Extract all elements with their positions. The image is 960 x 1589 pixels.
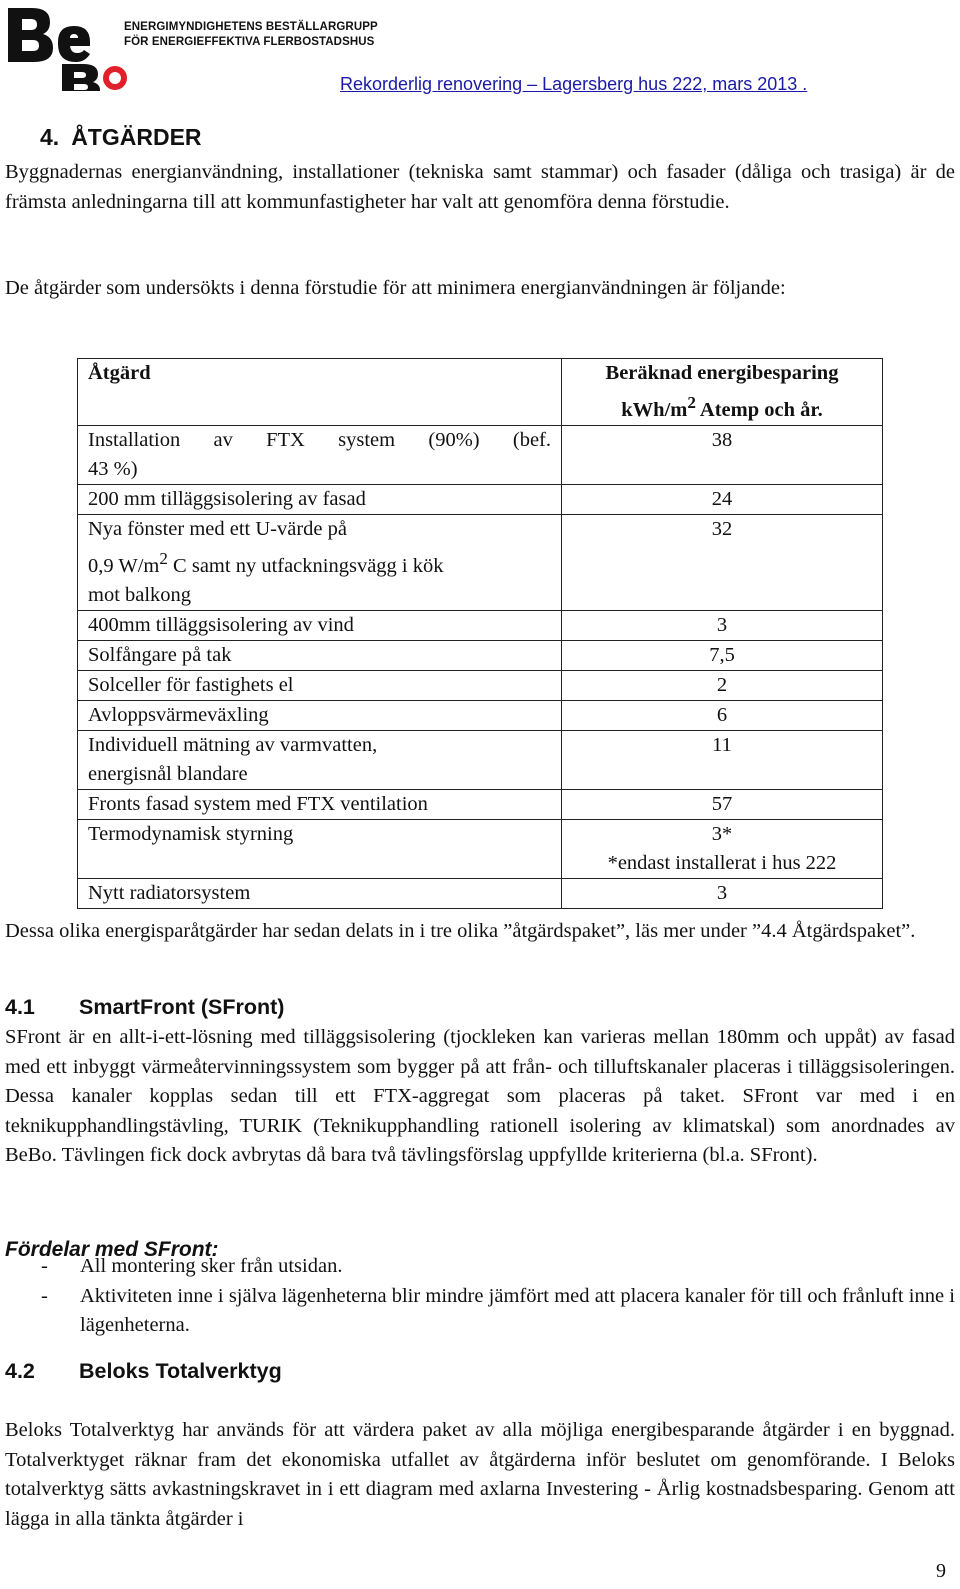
- value-cell: 3: [562, 878, 883, 908]
- table-row: [78, 514, 883, 610]
- header-savings: [562, 359, 883, 426]
- table-row: [78, 878, 883, 908]
- running-header-title: Rekorderlig renovering – Lagersberg hus 222, mars 2013 .: [340, 74, 808, 94]
- list-item: [5, 1252, 955, 1282]
- value-cell: 24: [562, 484, 883, 514]
- measure-cell: Termodynamisk styrning: [78, 819, 562, 878]
- header-measure: Åtgärd: [78, 359, 562, 426]
- subsection-heading-4-2: [5, 1359, 282, 1384]
- header-savings-unit-rest: Atemp och år.: [695, 398, 823, 421]
- measure-cell: 200 mm tilläggsisolering av fasad: [78, 484, 562, 514]
- measure-cell: 400mm tilläggsisolering av vind: [78, 610, 562, 640]
- organization-name: [124, 20, 378, 50]
- measure-cell: [78, 730, 562, 789]
- value-cell: 32: [562, 514, 883, 610]
- table-row: [78, 484, 883, 514]
- measure-text: Installation av FTX system (90%) (bef.: [88, 428, 551, 451]
- value-cell: [562, 819, 883, 878]
- table-header-row: [78, 359, 883, 426]
- subsection-number: 4.2: [5, 1359, 35, 1383]
- page-number: 9: [936, 1560, 946, 1582]
- table-row: [78, 670, 883, 700]
- value-footnote: *endast installerat i hus 222: [607, 851, 837, 874]
- measure-text-continued: mot balkong: [88, 583, 192, 606]
- measure-cell: Nytt radiatorsystem: [78, 878, 562, 908]
- header-savings-unit: kWh/m: [621, 398, 688, 421]
- organization-name-line2: FÖR ENERGIEFFEKTIVA FLERBOSTADSHUS: [124, 36, 375, 48]
- list-item-text: Aktiviteten inne i själva lägenheterna blir mindre jämfört med att placera kanaler för till och frånluft inne i lägenheterna.: [80, 1284, 955, 1336]
- subsection-heading-4-1: [5, 995, 284, 1020]
- table-row: [78, 819, 883, 878]
- measure-cell: [78, 514, 562, 610]
- header-savings-line1: Beräknad energibesparing: [605, 362, 839, 384]
- table-row: [78, 425, 883, 484]
- bullet-dash: -: [41, 1284, 48, 1307]
- value-cell: 38: [562, 425, 883, 484]
- measure-cell: Solfångare på tak: [78, 640, 562, 670]
- value-cell: 2: [562, 670, 883, 700]
- subsection-number: 4.1: [5, 995, 35, 1019]
- organization-name-line1: ENERGIMYNDIGHETENS BESTÄLLARGRUPP: [124, 21, 378, 33]
- measures-table: [77, 358, 883, 909]
- after-table-paragraph: Dessa olika energisparåtgärder har sedan delats in i tre olika ”åtgärdspaket”, läs mer under ”4.4 Åtgärdspaket”.: [5, 920, 916, 942]
- table-row: [78, 730, 883, 789]
- section-heading: [40, 124, 202, 151]
- measure-unit-exponent: 2: [159, 548, 168, 568]
- value-cell: 57: [562, 789, 883, 819]
- smartfront-paragraph: SFront är en allt-i-ett-lösning med tilläggsisolering (tjockleken kan varieras mellan 180mm och uppåt) av fasad med ett inbyggt värmeåtervinningssystem som bygger på att från- och tilluftskanaler placeras i tilläggsisoleringen. Dessa kanaler kopplas sedan till ett FTX-aggregat som placeras på taket. SFront var med i en teknikupphandlingstävling, TURIK (Teknikupphandling rationell isolering av klimatskal) som anordnades av BeBo. Tävlingen fick dock avbrytas då bara två tävlingsförslag uppfyllde kriterierna (bl.a. SFront).: [5, 1026, 955, 1166]
- value-cell: 3: [562, 610, 883, 640]
- measure-text-continued: 43 %): [88, 457, 138, 480]
- measure-text: Nya fönster med ett U-värde på: [88, 517, 347, 540]
- measure-unit-rest: C samt ny utfackningsvägg i kök: [167, 554, 444, 577]
- subsection-title: Beloks Totalverktyg: [79, 1359, 282, 1383]
- table-row: [78, 610, 883, 640]
- measure-cell: Fronts fasad system med FTX ventilation: [78, 789, 562, 819]
- intro-paragraph: Byggnadernas energianvändning, installationer (tekniska samt stammar) och fasader (dåliga och trasiga) är de främsta anledningarna till att kommunfastigheter har valt att genomföra denna förstudie.: [5, 161, 955, 213]
- beloks-paragraph: Beloks Totalverktyg har används för att värdera paket av alla möjliga energibesparande åtgärder i en byggnad. Totalverktyget räknar fram det ekonomiska utfallet av åtgärderna inför beslutet om genomförande. I Beloks totalverktyg sätts avkastningskravet in i ett diagram med axlarna Investering - Årlig kostnadsbesparing. Genom att lägga in alla tänkta åtgärder i: [5, 1419, 955, 1530]
- table-row: [78, 640, 883, 670]
- measure-cell: Avloppsvärmeväxling: [78, 700, 562, 730]
- measure-unit: 0,9 W/m: [88, 554, 160, 577]
- subsection-title: SmartFront (SFront): [79, 995, 285, 1019]
- section-number: 4.: [40, 124, 60, 150]
- lead-in-paragraph: De åtgärder som undersökts i denna förstudie för att minimera energianvändningen är följande:: [5, 277, 786, 299]
- advantages-heading: Fördelar med SFront:: [5, 1238, 219, 1261]
- section-title: ÅTGÄRDER: [71, 124, 202, 150]
- list-item-text: All montering sker från utsidan.: [80, 1255, 343, 1277]
- list-item: [5, 1282, 955, 1341]
- measure-cell: Solceller för fastighets el: [78, 670, 562, 700]
- value-cell: 7,5: [562, 640, 883, 670]
- measure-text-continued: [88, 544, 551, 581]
- bullet-dash: -: [41, 1255, 48, 1277]
- value-cell: 6: [562, 700, 883, 730]
- measure-text-continued: energisnål blandare: [88, 762, 248, 785]
- bebo-logo: [6, 4, 128, 92]
- table-row: [78, 700, 883, 730]
- value-text: 3*: [711, 822, 733, 845]
- value-cell: 11: [562, 730, 883, 789]
- measure-text: Individuell mätning av varmvatten,: [88, 733, 378, 756]
- table-row: [78, 789, 883, 819]
- advantages-list: [5, 1252, 955, 1341]
- logo-red-ring: [106, 69, 124, 87]
- header-savings-unit-exponent: 2: [687, 393, 696, 412]
- measure-cell: [78, 425, 562, 484]
